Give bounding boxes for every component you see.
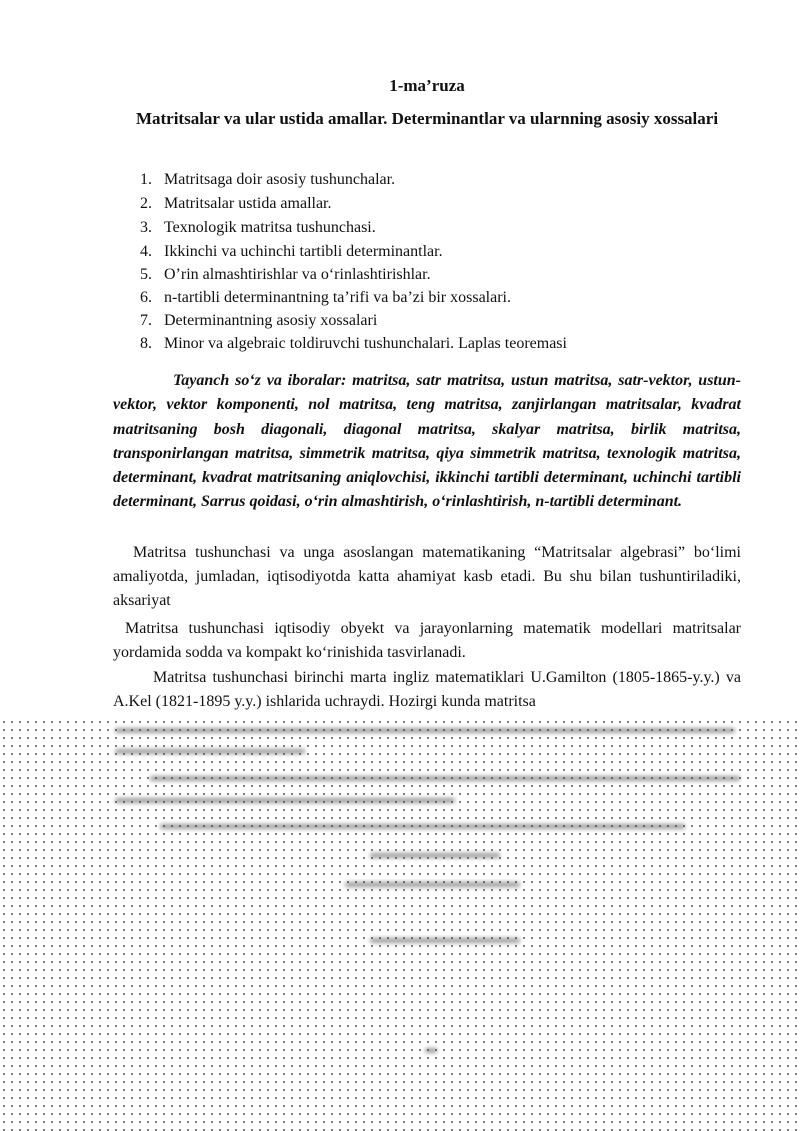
item-text: Matritsalar ustida amallar. — [164, 195, 332, 212]
lecture-number: 1-ma’ruza — [389, 76, 465, 95]
item-text: O’rin almashtirishlar va o‘rinlashtirishlar. — [164, 266, 431, 283]
blurred-text-line — [160, 824, 685, 829]
item-number: 3. — [140, 219, 152, 236]
item-text: Matritsaga doir asosiy tushunchalar. — [164, 171, 396, 188]
blurred-text-line — [115, 798, 455, 803]
item-number: 8. — [140, 335, 152, 352]
item-number: 7. — [140, 312, 152, 329]
blurred-text-line — [115, 728, 735, 733]
item-text: Ikkinchi va uchinchi tartibli determinantlar. — [164, 243, 443, 260]
item-number: 2. — [140, 195, 152, 212]
item-text: Texnologik matritsa tushunchasi. — [164, 219, 376, 236]
item-number: 4. — [140, 243, 152, 260]
blurred-formula — [370, 938, 520, 943]
body-paragraph: Matritsa tushunchasi iqtisodiy obyekt va jarayonlarning matematik modellari matritsalar yordamida sodda va kompakt ko‘rinishida tasvirlanadi. — [113, 620, 741, 661]
item-text: Minor va algebraic toldiruvchi tushunchalari. Laplas teoremasi — [164, 335, 567, 352]
lecture-title: Matritsalar va ular ustida amallar. Determinantlar va ularnning asosiy xossalari — [135, 109, 719, 128]
item-text: Determinantning asosiy xossalari — [164, 312, 378, 329]
blurred-text-line — [115, 749, 305, 754]
body-paragraph: Matritsa tushunchasi va unga asoslangan matematikaning “Matritsalar algebrasi” bo‘limi amaliyotda, jumladan, iqtisodiyotda katta ahamiyat kasb etadi. Bu shu bilan tushuntiriladiki, aksariyat — [113, 544, 741, 609]
topics-list — [140, 168, 567, 355]
item-text: n-tartibli determinantning ta’rifi va ba’zi bir xossalari. — [164, 289, 511, 306]
list-item — [140, 332, 567, 355]
body-paragraph: Matritsa tushunchasi birinchi marta ingliz matematiklari U.Gamilton (1805-1865-y.y.) va A.Kel (1821-1895 y.y.) ishlarida uchraydi. Hozirgi kunda matritsa — [113, 669, 741, 710]
list-item — [140, 263, 567, 286]
blurred-preview-overlay — [0, 718, 800, 1131]
list-item — [140, 192, 567, 216]
blurred-formula — [345, 882, 520, 887]
list-item — [140, 286, 567, 309]
item-number: 5. — [140, 266, 152, 283]
item-number: 1. — [140, 171, 152, 188]
keywords-paragraph: Tayanch so‘z va iboralar: matritsa, satr matritsa, ustun matritsa, satr-vektor, ustun-vektor, vektor komponenti, nol matritsa, teng matritsa, zanjirlangan matritsalar, kvadrat matritsaning bosh diagonali, diagonal matritsa, skalyar matritsa, birlik matritsa, transponirlangan matritsa, simmetrik matritsa, qiya simmetrik matritsa, texnologik matritsa, determinant, kvadrat matritsaning aniqlovchisi, ikkinchi tartibli determinant, uchinchi tartibli determinant, Sarrus qoidasi, o‘rin almashtirish, o‘rinlashtirish, n-tartibli determinant. — [113, 372, 741, 511]
list-item — [140, 240, 567, 263]
blurred-formula — [425, 1048, 437, 1053]
blurred-text-line — [150, 776, 740, 781]
list-item — [140, 216, 567, 240]
item-number: 6. — [140, 289, 152, 306]
blurred-formula — [370, 853, 500, 858]
list-item — [140, 168, 567, 192]
list-item — [140, 309, 567, 332]
